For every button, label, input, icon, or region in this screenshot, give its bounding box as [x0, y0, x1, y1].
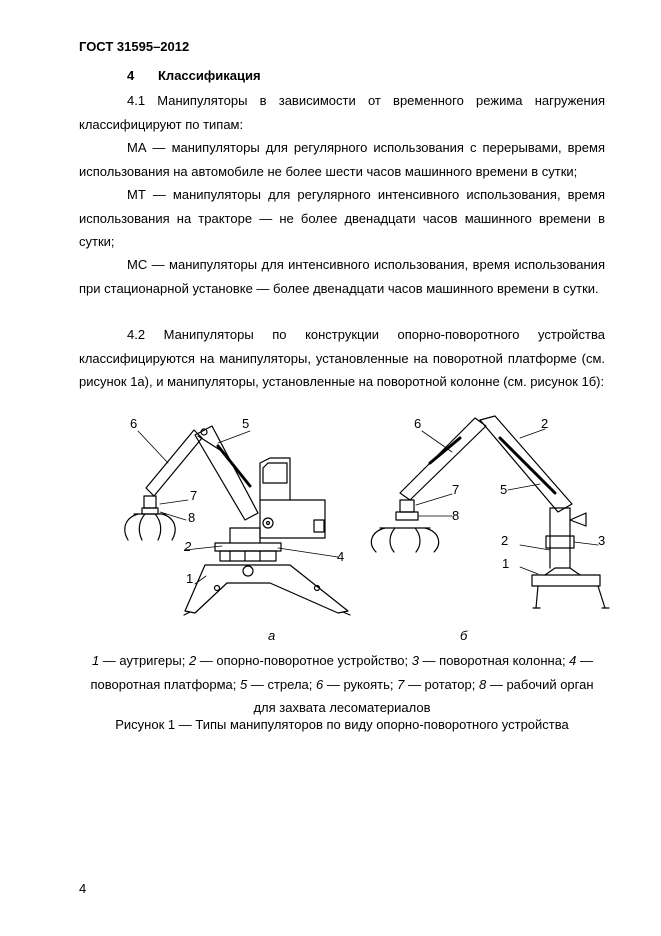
document-header: ГОСТ 31595–2012 — [79, 39, 190, 54]
subfigure-label-a: а — [268, 628, 276, 643]
label-left-2: 2 — [184, 539, 192, 554]
label-left-1: 1 — [186, 571, 194, 586]
paragraph-type-mt: МТ — манипуляторы для регулярного интенсивного использования, время использования на тракторе — не более двенадцати часов машинного времени в сутки; — [79, 187, 605, 249]
paragraph-4-1: 4.1 Манипуляторы в зависимости от временного режима нагружения классифицируют по типам: — [79, 93, 605, 132]
machine-column-type — [371, 416, 609, 608]
label-right-2: 2 — [541, 416, 549, 431]
label-right-1: 1 — [502, 556, 510, 571]
section-number: 4 — [127, 68, 135, 83]
machine-platform-type — [125, 426, 350, 615]
label-left-7: 7 — [190, 488, 198, 503]
label-right-5: 5 — [500, 482, 508, 497]
label-right-6: 6 — [414, 416, 422, 431]
label-right-3: 3 — [598, 533, 606, 548]
label-left-5: 5 — [242, 416, 250, 431]
label-right-8: 8 — [452, 508, 460, 523]
paragraph-4-2: 4.2 Манипуляторы по конструкции опорно-поворотного устройства классифицируются на манипуляторы, установленные на поворотной платформе (см. рисунок 1а), и манипуляторы, установленные на поворотной колонне (см. рисунок 1б): — [79, 327, 605, 389]
page-number: 4 — [79, 881, 87, 896]
label-left-8: 8 — [188, 510, 196, 525]
paragraph-type-mc: МС — манипуляторы для интенсивного использования, время использования при стационарной установке — более двенадцати часов машинного времени в сутки. — [79, 257, 605, 296]
figure-title: Рисунок 1 — Типы манипуляторов по виду опорно-поворотного устройства — [115, 717, 569, 732]
paragraph-type-ma: МА — манипуляторы для регулярного использования с перерывами, время использования на автомобиле не более шести часов машинного времени в сутки; — [79, 140, 605, 179]
figure-legend: 1 — аутригеры; 2 — опорно-поворотное устройство; 3 — поворотная колонна; 4 — поворотная платформа; 5 — стрела; 6 — рукоять; 7 — ротатор; 8 — рабочий орган для захвата лесоматериалов — [90, 653, 594, 715]
subfigure-label-b: б — [460, 628, 468, 643]
label-left-6: 6 — [130, 416, 138, 431]
label-right-2b: 2 — [501, 533, 509, 548]
label-left-4: 4 — [337, 549, 345, 564]
figure-manipulators — [100, 408, 620, 643]
legend-num-1: 1 — [91, 653, 100, 668]
label-right-7: 7 — [452, 482, 460, 497]
section-title: Классификация — [158, 68, 261, 83]
